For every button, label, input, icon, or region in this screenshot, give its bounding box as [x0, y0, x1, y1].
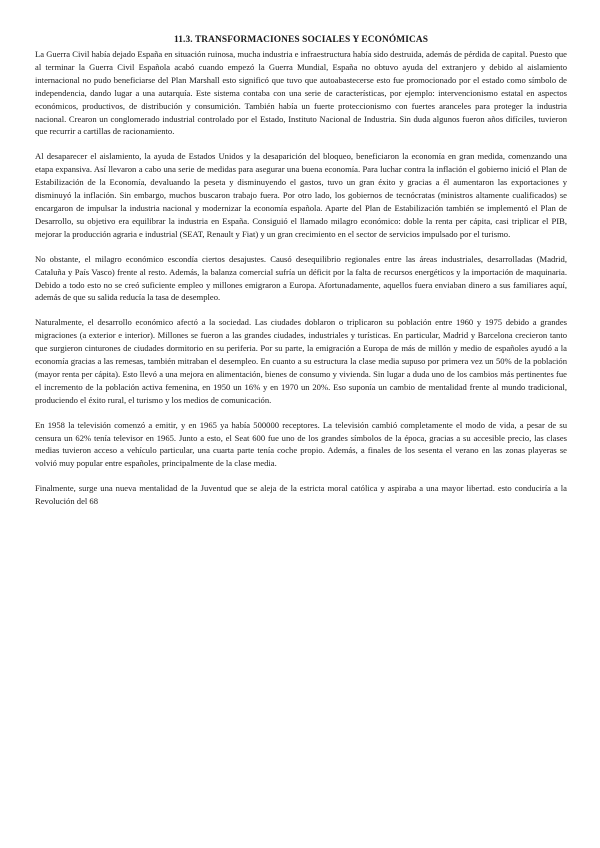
paragraph-television: En 1958 la televisión comenzó a emitir, y en 1965 ya había 500000 receptores. La televisión cambió completamente el modo de vida, a pesar de su censura un 62% tenía televisor en 1965. Junto a esto, el Seat 600 fue uno de los grandes símbolos de la época, gracias a su accesible precio, las clases medias tuvieron acceso a vehículo particular, una cuarta parte tenía coche propio. Además, a finales de los sesenta el verano en las zonas playeras se volvió muy popular entre españoles, principalmente de la clase media. [35, 419, 567, 469]
paragraph-juventud: Finalmente, surge una nueva mentalidad de la Juventud que se aleja de la estricta moral católica y aspiraba a una mayor libertad. esto conduciría a la Revolución del 68 [35, 483, 567, 507]
paragraph-autarquia: La Guerra Civil había dejado España en situación ruinosa, mucha industria e infraestructura había sido destruida, además de pérdida de capital. Puesto que al terminar la Guerra Civil Española acabó cuando empezó la Guerra Mundial, España no obtuvo ayuda del extranjero y debido al aislamiento internacional no pudo beneficiarse del Plan Marshall esto significó que tuvo que autoabastecerse esto fue promocionado por el estado como símbolo de independencia, dando lugar a una autarquía. Este sistema contaba con una serie de características, por ejemplo: intervencionismo estatal en aspectos económicos, productivos, de distribución y consumición. También había un fuerte proteccionismo con fuertes aranceles para proteger la industria nacional. Crearon un conglomerado industrial controlado por el Estado, Instituto Nacional de Industria. Sin duda algunos fueron años difíciles, tuvieron que recurrir a cartillas de racionamiento. [35, 49, 567, 137]
paragraph-sociedad: Naturalmente, el desarrollo económico afectó a la sociedad. Las ciudades doblaron o triplicaron su población entre 1960 y 1975 debido a grandes migraciones (a exterior e interior). Millones se fueron a las grandes ciudades, industriales y turísticas. En particular, Madrid y Barcelona crecieron tanto que surgieron cinturones de ciudades dormitorio en su periferia. Por su parte, la emigración a Europa de más de millón y medio de españoles ayudó a la economía gracias a las remesas, también mitraban el desempleo. En cuanto a su estructura la clase media supuso por primera vez un 50% de la población (mayor renta per cápita). Esto llevó a una mejora en alimentación, bienes de consumo y vivienda. Sin lugar a duda uno de los cambios más pertinentes fue el incremento de la población activa femenina, en 1950 un 16% y en 1970 un 20%. Eso suponía un cambio de mentalidad frente al mundo tradicional, produciendo el éxito rural, el turismo y los medios de comunicación. [35, 317, 567, 405]
document-page [35, 34, 567, 520]
paragraph-desajustes: No obstante, el milagro económico escondía ciertos desajustes. Causó desequilibrio regionales entre las áreas industriales, desarrolladas (Madrid, Cataluña y País Vasco) frente al resto. Además, la balanza comercial sufría un déficit por la falta de recursos energéticos y la importación de maquinaria. Debido a todo esto no se creó suficiente empleo y millones emigraron a Europa. Afortunadamente, aquellos fuera enviaban dinero a sus familiares aquí, además de que su salida reducía la tasa de desempleo. [35, 253, 567, 303]
section-title: 11.3. TRANSFORMACIONES SOCIALES Y ECONÓMICAS [173, 35, 429, 45]
paragraph-milagro-economico: Al desaparecer el aislamiento, la ayuda de Estados Unidos y la desaparición del bloqueo, beneficiaron la economía en gran medida, comenzando una etapa expansiva. Así llevaron a cabo una serie de medidas para asegurar una buena economía. Para luchar contra la inflación el gobierno inició el Plan de Estabilización de la Economía, devaluando la peseta y disminuyendo el gastos, tuvo un gran éxito y gracias a él aumentaron las exportaciones y disminuyó la inflación. Sin embargo, muchos buscaron trabajo fuera. Por otro lado, los gobiernos de tecnócratas (ministros altamente cualificados) se encargaron de impulsar la industria nacional y modernizar la economía española. Aparte del Plan de Estabilización también se implementó el Plan de Desarrollo, su objetivo era equilibrar la industria en España. Consiguió el llamado milagro económico: doble la renta per cápita, casi triplicar el PIB, mejorar la producción agraria e industrial (SEAT, Renault y Fiat) y un gran crecimiento en el sector de servicios impulsado por el turismo. [35, 151, 567, 239]
